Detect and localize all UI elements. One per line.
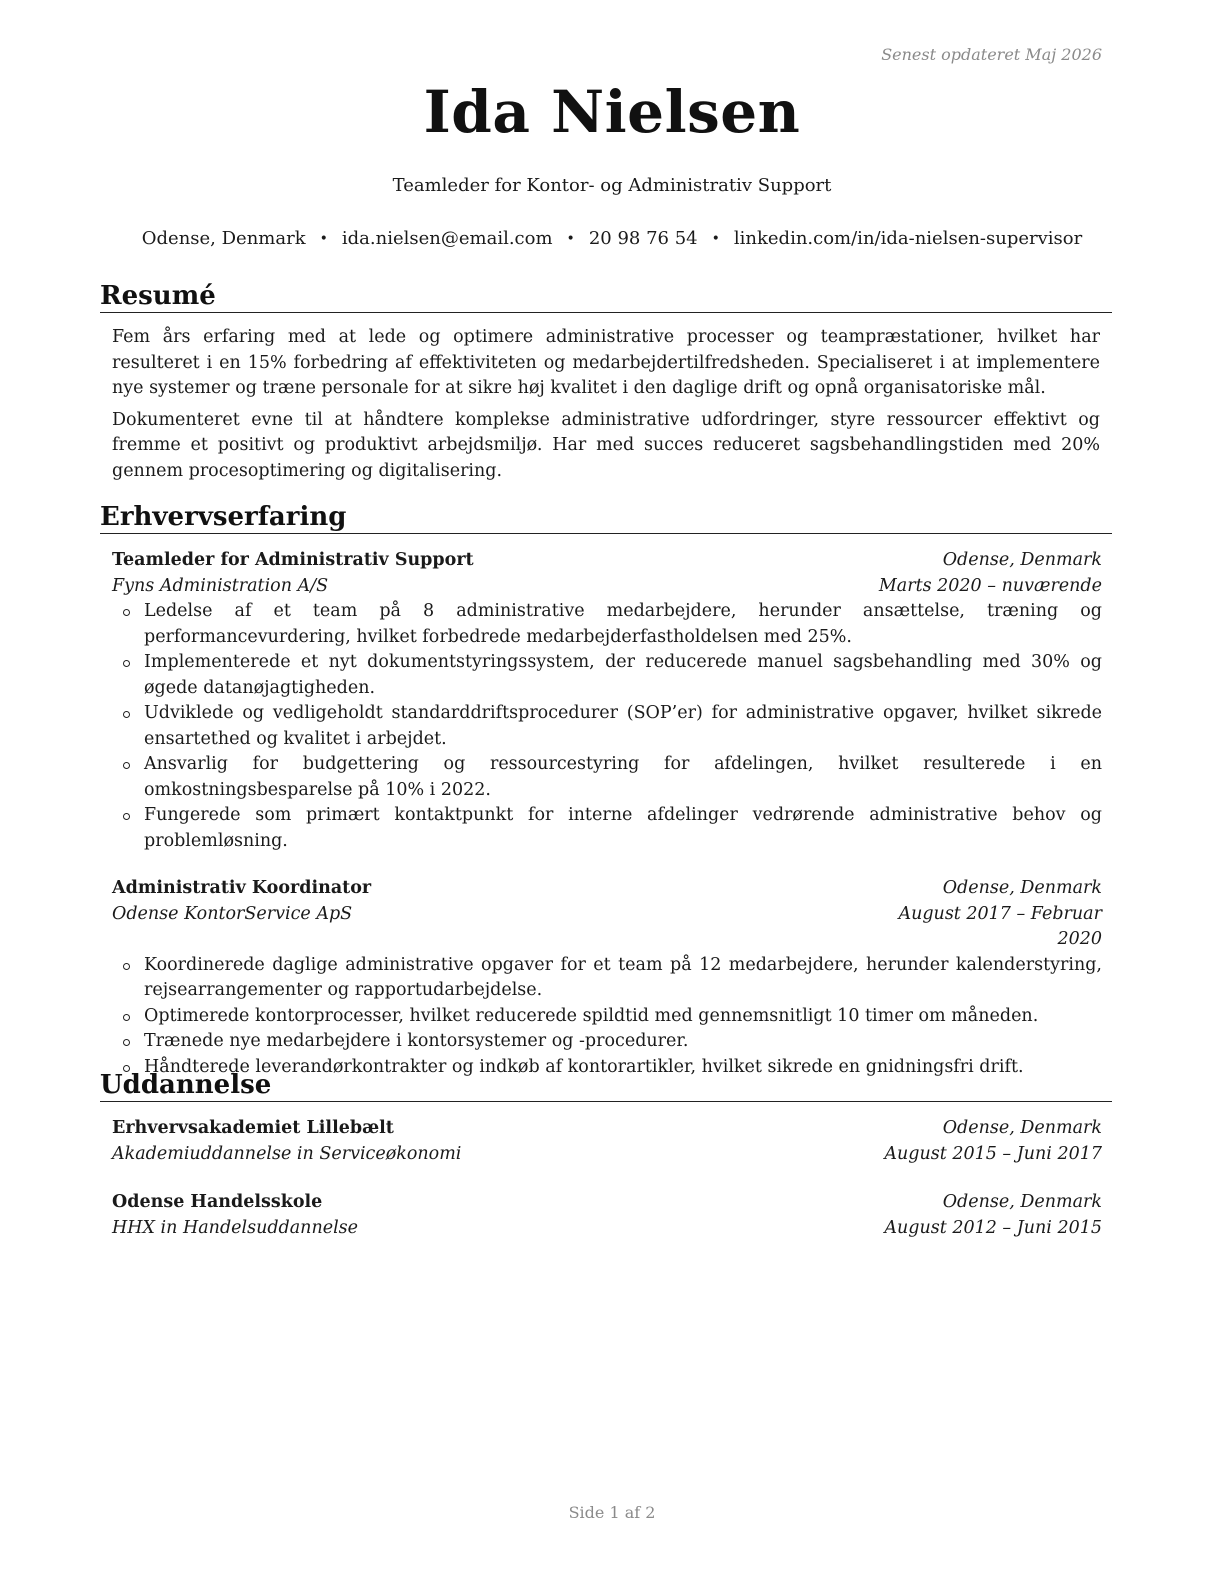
degree: HHX in Handelsuddannelse (112, 1217, 359, 1238)
job-dates: Marts 2020 – nuværende (878, 575, 1102, 596)
summary-section (100, 280, 1112, 484)
summary-paragraph: Dokumenteret evne til at håndtere komplekse administrative udfordringer, styre ressourcer effektivt og fremme et positivt og produktivt arbejdsmiljø. Har med succes reduceret sagsbehandlingstiden med 20% gennem procesoptimering og digitalisering. (112, 409, 1100, 481)
job-dates: August 2017 – Februar 2020 (898, 903, 1102, 949)
job-company: Fyns Administration A/S (112, 575, 329, 596)
job-role: Teamleder for Administrativ Support (112, 550, 474, 570)
contact-phone: 20 98 76 54 (588, 228, 698, 249)
education-entry (112, 1116, 1102, 1167)
separator-dot: • (711, 231, 720, 247)
education-dates: August 2015 – Juni 2017 (884, 1143, 1102, 1164)
contact-location: Odense, Denmark (141, 228, 306, 249)
list-item: Ansvarlig for budgettering og ressourcestyring for afdelingen, hvilket resulterede i en omkostningsbesparelse på 10% i 2022. (144, 752, 1102, 803)
job-bullets (112, 599, 1102, 854)
experience-section (100, 501, 1112, 1080)
school-location: Odense, Denmark (942, 1192, 1102, 1212)
separator-dot: • (319, 231, 328, 247)
list-item: Håndterede leverandørkontrakter og indkøb af kontorartikler, hvilket sikrede en gnidningsfri drift. (144, 1055, 1102, 1081)
education-entry (112, 1190, 1102, 1241)
section-title: Uddannelse (100, 1069, 1112, 1102)
headline: Teamleder for Kontor- og Administrativ Support (392, 175, 832, 196)
job-entry (112, 876, 1102, 1080)
list-item: Ledelse af et team på 8 administrative medarbejdere, herunder ansættelse, træning og performancevurdering, hvilket forbedrede medarbejderfastholdelsen med 25%. (144, 599, 1102, 650)
job-entry (112, 548, 1102, 854)
job-location: Odense, Denmark (942, 878, 1102, 898)
list-item: Fungerede som primært kontaktpunkt for interne afdelinger vedrørende administrative behov og problemløsning. (144, 803, 1102, 854)
school-location: Odense, Denmark (942, 1118, 1102, 1138)
degree: Akademiuddannelse in Serviceøkonomi (112, 1143, 462, 1164)
contact-linkedin[interactable]: linkedin.com/in/ida-nielsen-supervisor (733, 228, 1083, 249)
job-location: Odense, Denmark (942, 550, 1102, 570)
job-role: Administrativ Koordinator (112, 878, 372, 898)
list-item: Udviklede og vedligeholdt standarddriftsprocedurer (SOP’er) for administrative opgaver, hvilket sikrede ensartethed og kvalitet i arbejdet. (144, 701, 1102, 752)
separator-dot: • (566, 231, 575, 247)
education-section (100, 1069, 1112, 1241)
candidate-name: Ida Nielsen (423, 78, 801, 146)
section-title: Erhvervserfaring (100, 501, 1112, 534)
page-number: Side 1 af 2 (568, 1503, 656, 1522)
school-name: Erhvervsakademiet Lillebælt (112, 1118, 394, 1138)
list-item: Koordinerede daglige administrative opgaver for et team på 12 medarbejdere, herunder kalenderstyring, rejsearrangementer og rapportudarbejdelse. (144, 953, 1102, 1004)
school-name: Odense Handelsskole (112, 1192, 323, 1212)
contact-email[interactable]: ida.nielsen@email.com (341, 228, 553, 249)
last-updated: Senest opdateret Maj 2026 (881, 45, 1102, 64)
job-bullets (112, 953, 1102, 1081)
education-dates: August 2012 – Juni 2015 (884, 1217, 1102, 1238)
section-title: Resumé (100, 280, 1112, 313)
contact-line (0, 228, 1224, 249)
job-company: Odense KontorService ApS (112, 903, 353, 924)
summary-paragraph: Fem års erfaring med at lede og optimere administrative processer og teampræstationer, hvilket har resulteret i en 15% forbedring af effektiviteten og medarbejdertilfredsheden. Specialiseret i at implementere nye systemer og træne personale for at sikre høj kvalitet i den daglige drift og opnå organisatoriske mål. (112, 327, 1100, 398)
list-item: Trænede nye medarbejdere i kontorsystemer og -procedurer. (144, 1029, 1102, 1055)
list-item: Implementerede et nyt dokumentstyringssystem, der reducerede manuel sagsbehandling med 30% og øgede datanøjagtigheden. (144, 650, 1102, 701)
list-item: Optimerede kontorprocesser, hvilket reducerede spildtid med gennemsnitligt 10 timer om måneden. (144, 1004, 1102, 1030)
